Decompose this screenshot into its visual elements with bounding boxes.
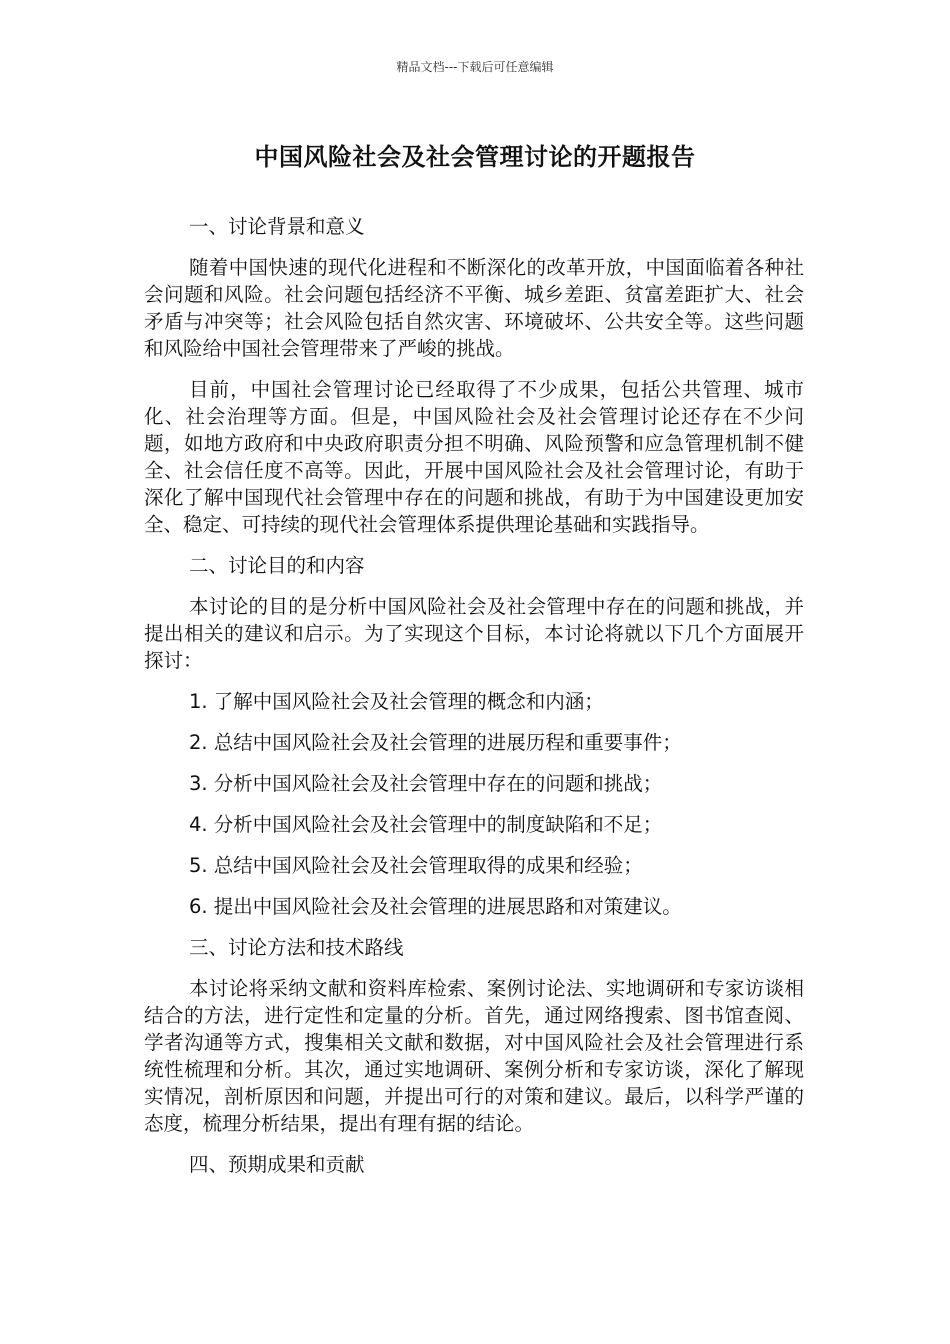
paragraph-methods: 本讨论将采纳文献和资料库检索、案例讨论法、实地调研和专家访谈相结合的方法，进行定性和定量的分析。首先，通过网络搜索、图书馆查阅、学者沟通等方式，搜集相关文献和数据，对中国风险社会及社会管理进行系统性梳理和分析。其次，通过实地调研、案例分析和专家访谈，深化了解现实情况，剖析原因和问题，并提出可行的对策和建议。最后，以科学严谨的态度，梳理分析结果，提出有理有据的结论。 — [144, 977, 804, 1135]
list-item: 1. 了解中国风险社会及社会管理的概念和内涵； — [189, 690, 604, 713]
document-body — [144, 213, 804, 1192]
paragraph-objectives: 本讨论的目的是分析中国风险社会及社会管理中存在的问题和挑战，并提出相关的建议和启示。为了实现这个目标，本讨论将就以下几个方面展开探讨： — [144, 595, 804, 672]
list-item: 3. 分析中国风险社会及社会管理中存在的问题和挑战； — [189, 772, 663, 795]
paragraph-background-1: 随着中国快速的现代化进程和不断深化的改革开放，中国面临着各种社会问题和风险。社会问题包括经济不平衡、城乡差距、贫富差距扩大、社会矛盾与冲突等；社会风险包括自然灾害、环境破坏、公共安全等。这些问题和风险给中国社会管理带来了严峻的挑战。 — [144, 256, 804, 360]
section-heading-outcomes: 四、预期成果和贡献 — [189, 1153, 365, 1176]
document-title: 中国风险社会及社会管理讨论的开题报告 — [254, 143, 696, 171]
list-item: 4. 分析中国风险社会及社会管理中的制度缺陷和不足； — [189, 813, 663, 836]
list-item: 2. 总结中国风险社会及社会管理的进展历程和重要事件； — [189, 731, 682, 754]
list-item: 6. 提出中国风险社会及社会管理的进展思路和对策建议。 — [189, 895, 682, 918]
list-item: 5. 总结中国风险社会及社会管理取得的成果和经验； — [189, 854, 643, 877]
paragraph-background-2: 目前，中国社会管理讨论已经取得了不少成果，包括公共管理、城市化、社会治理等方面。但是，中国风险社会及社会管理讨论还存在不少问题，如地方政府和中央政府职责分担不明确、风险预警和应急管理机制不健全、社会信任度不高等。因此，开展中国风险社会及社会管理讨论，有助于深化了解中国现代社会管理中存在的问题和挑战，有助于为中国建设更加安全、稳定、可持续的现代社会管理体系提供理论基础和实践指导。 — [144, 378, 804, 536]
section-heading-objectives: 二、讨论目的和内容 — [189, 554, 365, 577]
header-note: 精品文档---下载后可任意编辑 — [396, 60, 554, 74]
section-heading-methods: 三、讨论方法和技术路线 — [189, 936, 404, 959]
section-heading-background: 一、讨论背景和意义 — [189, 215, 365, 238]
